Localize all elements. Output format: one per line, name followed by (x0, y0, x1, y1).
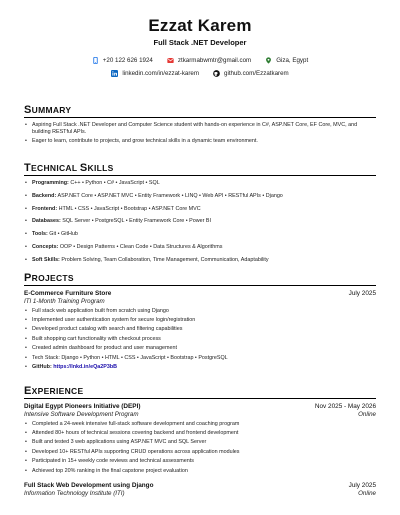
experience-section (24, 385, 376, 497)
experience-role: Intensive Software Development Program (24, 411, 139, 418)
summary-item: • Aspiring Full Stack .NET Developer and Computer Science student with hands-on experience in C#, ASP.NET Core, EF Core, MVC, and building RESTful APIs. (24, 122, 376, 135)
email-icon (167, 57, 174, 64)
experience-details-list (24, 421, 376, 475)
project-details-list (24, 308, 376, 372)
project-name: E-Commerce Furniture Store (24, 290, 112, 297)
phone-icon (92, 57, 99, 64)
skill-row-programming: • Programming: C++ • Python • C# • JavaScript • SQL (24, 180, 376, 187)
experience-detail: • Achieved top 20% ranking in the final capstone project evaluation (24, 468, 376, 475)
project-detail: • Built shopping cart functionality with checkout process (24, 336, 376, 343)
contact-row-secondary (0, 70, 400, 77)
location-contact (265, 57, 308, 64)
skill-row-backend: • Backend: ASP.NET Core • ASP.NET MVC • Entity Framework • LINQ • Web API • RESTful APIs • Django (24, 193, 376, 200)
projects-section (24, 272, 376, 374)
projects-heading: PROJECTS (24, 272, 376, 286)
experience-detail: • Participated in 15+ weekly code reviews and technical assessments (24, 458, 376, 465)
skills-section (24, 162, 376, 269)
github-text: github.com/Ezzatkarem (224, 70, 289, 77)
experience-date: Nov 2025 - May 2026 (314, 403, 376, 410)
skill-row-concepts: • Concepts: OOP • Design Patterns • Clean Code • Data Structures & Algorithms (24, 244, 376, 251)
phone-contact[interactable] (92, 57, 153, 64)
location-text: Giza, Egypt (276, 57, 309, 64)
project-detail: • Created admin dashboard for product and user management (24, 345, 376, 352)
contact-row-primary (0, 57, 400, 64)
github-link[interactable] (213, 70, 289, 77)
project-detail: • Tech Stack: Django • Python • HTML • CSS • JavaScript • Bootstrap • PostgreSQL (24, 355, 376, 362)
github-icon (213, 70, 220, 77)
project-detail: • Implemented user authentication system for secure login/registration (24, 317, 376, 324)
summary-heading: SUMMARY (24, 104, 376, 118)
location-pin-icon (265, 57, 272, 64)
linkedin-text: linkedin.com/in/ezzat-karem (122, 70, 200, 77)
linkedin-icon (111, 70, 118, 77)
skills-heading: TECHNICAL SKILLS (24, 162, 376, 176)
experience-date: July 2025 (348, 481, 376, 489)
experience-detail: • Built and tested 3 web applications using ASP.NET MVC and SQL Server (24, 439, 376, 446)
experience-entry-depi (24, 403, 376, 475)
experience-role: Information Technology Institute (ITI) (24, 489, 125, 497)
linkedin-link[interactable] (111, 70, 199, 77)
phone-text: +20 122 626 1924 (102, 57, 153, 64)
skill-row-databases: • Databases: SQL Server • PostgreSQL • Entity Framework Core • Power BI (24, 218, 376, 225)
summary-list (24, 122, 376, 145)
project-date: July 2025 (348, 290, 376, 297)
experience-detail: • Completed a 24-week intensive full-stack software development and coaching program (24, 421, 376, 428)
skills-list (24, 180, 376, 263)
email-text: ztkarmabwmtr@gmail.com (177, 57, 252, 64)
project-github-row: • GitHub: https://lnkd.in/eQa2P3bB (24, 364, 376, 371)
project-subtitle: ITI 1-Month Training Program (24, 298, 105, 305)
experience-entry-iti (24, 482, 376, 498)
email-contact[interactable] (167, 57, 251, 64)
project-github-link[interactable]: https://lnkd.in/eQa2P3bB (53, 364, 118, 371)
candidate-name: Ezzat Karem (148, 16, 252, 35)
skill-row-soft-skills: • Soft Skills: Problem Solving, Team Collaboration, Time Management, Communication, Adaptability (24, 257, 376, 264)
project-entry (24, 290, 376, 371)
skill-row-tools: • Tools: Git • GitHub (24, 231, 376, 238)
experience-heading: EXPERIENCE (24, 385, 376, 399)
experience-mode: Online (358, 489, 376, 497)
experience-mode: Online (358, 411, 376, 418)
experience-org: Full Stack Web Development using Django (24, 481, 154, 489)
project-detail: • Full stack web application built from scratch using Django (24, 308, 376, 315)
experience-detail: • Developed 10+ RESTful APIs supporting CRUD operations across application modules (24, 449, 376, 456)
skill-row-frontend: • Frontend: HTML • CSS • JavaScript • Bootstrap • ASP.NET Core MVC (24, 206, 376, 213)
summary-item: • Eager to learn, contribute to projects, and grow technical skills in a dynamic team environment. (24, 138, 376, 145)
experience-detail: • Attended 80+ hours of technical sessions covering backend and frontend development (24, 430, 376, 437)
candidate-role: Full Stack .NET Developer (153, 38, 247, 47)
experience-org: Digital Egypt Pioneers Initiative (DEPI) (24, 403, 141, 410)
project-detail: • Developed product catalog with search and filtering capabilities (24, 326, 376, 333)
summary-section (24, 104, 376, 148)
